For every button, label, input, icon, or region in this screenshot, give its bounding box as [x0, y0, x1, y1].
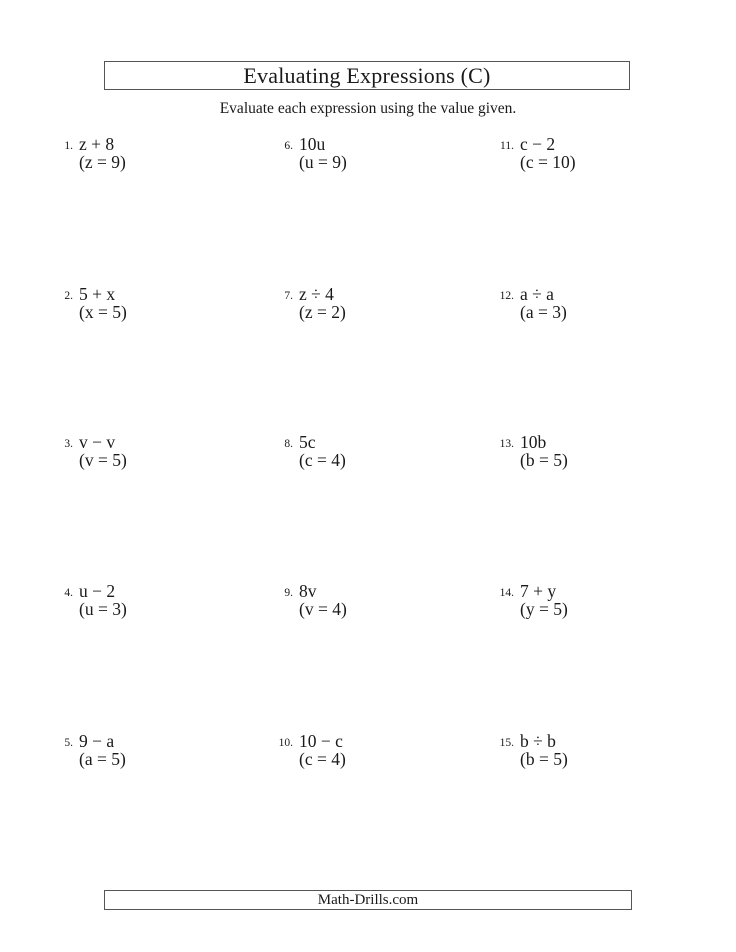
problem-item: [0, 731, 200, 777]
problem-number: 5.: [64, 737, 73, 749]
problem-given-value: (b = 5): [520, 450, 568, 470]
problem-expression: 10b: [520, 432, 547, 452]
problem-expression: a ÷ a: [520, 284, 554, 304]
problem-number: 3.: [64, 438, 73, 450]
problem-given-value: (v = 4): [299, 599, 347, 619]
problem-item: [0, 134, 200, 180]
problem-item: [441, 731, 641, 777]
problem-expression: 5 + x: [79, 284, 116, 304]
problem-number: 4.: [64, 587, 73, 599]
problem-given-value: (u = 3): [79, 599, 127, 619]
problem-item: [220, 134, 420, 180]
problem-item: [0, 432, 200, 478]
problem-expression: 9 − a: [79, 731, 115, 751]
problem-item: [220, 284, 420, 330]
problem-expression: 5c: [299, 432, 316, 452]
problem-given-value: (b = 5): [520, 749, 568, 769]
problem-given-value: (c = 4): [299, 749, 346, 769]
problem-given-value: (z = 9): [79, 152, 126, 172]
problem-item: [441, 432, 641, 478]
problem-number: 9.: [284, 587, 293, 599]
problem-item: [220, 731, 420, 777]
problem-number: 11.: [500, 140, 514, 152]
problem-number: 1.: [64, 140, 73, 152]
problem-number: 7.: [284, 290, 293, 302]
problem-item: [441, 134, 641, 180]
problem-expression: 10 − c: [299, 731, 343, 751]
problem-number: 14.: [499, 587, 514, 599]
problem-item: [220, 581, 420, 627]
problem-item: [220, 432, 420, 478]
problem-given-value: (c = 10): [520, 152, 576, 172]
problem-expression: z ÷ 4: [299, 284, 334, 304]
problem-expression: 7 + y: [520, 581, 557, 601]
problem-given-value: (x = 5): [79, 302, 127, 322]
footer-credit: Math-Drills.com: [104, 890, 632, 910]
problem-given-value: (c = 4): [299, 450, 346, 470]
problem-given-value: (v = 5): [79, 450, 127, 470]
problem-given-value: (z = 2): [299, 302, 346, 322]
problem-number: 10.: [278, 737, 293, 749]
problem-expression: c − 2: [520, 134, 556, 154]
problem-number: 6.: [284, 140, 293, 152]
problem-number: 8.: [284, 438, 293, 450]
problem-item: [441, 284, 641, 330]
problem-number: 12.: [499, 290, 514, 302]
problem-expression: b ÷ b: [520, 731, 556, 751]
problem-item: [441, 581, 641, 627]
problem-expression: v − v: [79, 432, 116, 452]
problem-item: [0, 284, 200, 330]
problem-number: 2.: [64, 290, 73, 302]
problem-item: [0, 581, 200, 627]
problem-given-value: (y = 5): [520, 599, 568, 619]
problem-expression: 8v: [299, 581, 317, 601]
problem-expression: u − 2: [79, 581, 116, 601]
problem-expression: z + 8: [79, 134, 115, 154]
problem-number: 15.: [499, 737, 514, 749]
problem-given-value: (a = 5): [79, 749, 126, 769]
problem-expression: 10u: [299, 134, 326, 154]
worksheet-title: Evaluating Expressions (C): [104, 61, 630, 90]
instructions: Evaluate each expression using the value given.: [219, 100, 517, 117]
problem-given-value: (a = 3): [520, 302, 567, 322]
problem-number: 13.: [499, 438, 514, 450]
problem-given-value: (u = 9): [299, 152, 347, 172]
